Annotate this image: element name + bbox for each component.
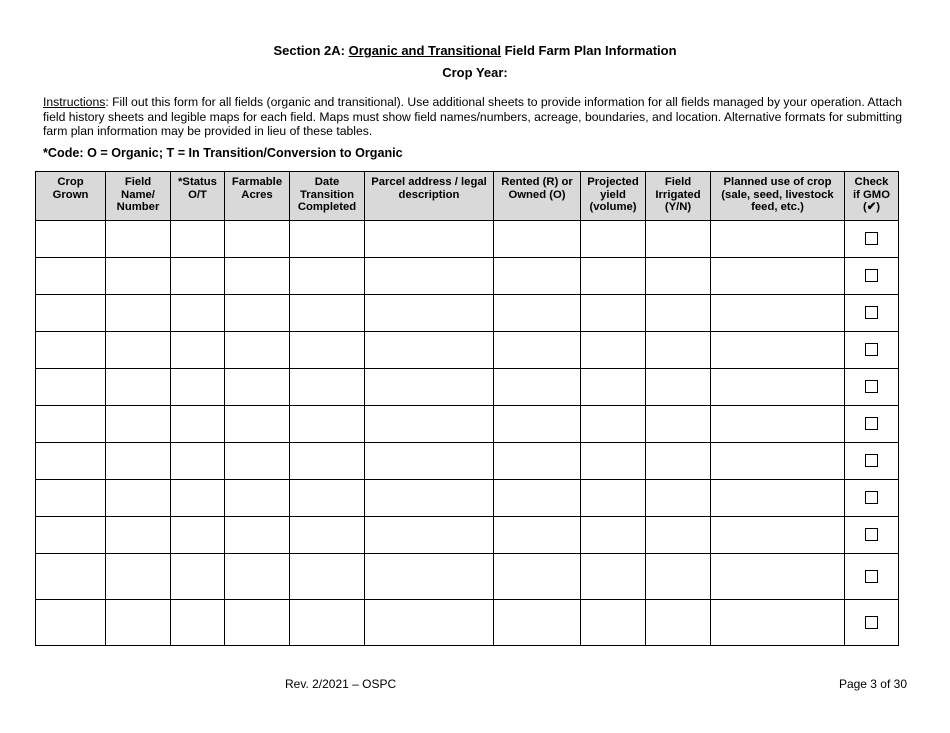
- table-row: [36, 480, 899, 517]
- table-cell-input[interactable]: [106, 443, 171, 480]
- table-cell-input[interactable]: [581, 600, 646, 646]
- table-cell-input[interactable]: [646, 406, 711, 443]
- table-cell-input[interactable]: [36, 406, 106, 443]
- table-cell-input[interactable]: [171, 295, 225, 332]
- table-cell-input[interactable]: [581, 517, 646, 554]
- column-header-line: Check: [854, 176, 889, 188]
- table-cell-input[interactable]: [365, 554, 494, 600]
- table-cell-input[interactable]: [225, 554, 290, 600]
- table-cell-input[interactable]: [106, 369, 171, 406]
- column-header-line: Number: [116, 201, 160, 213]
- gmo-check-cell: [845, 406, 899, 443]
- table-cell-input[interactable]: [365, 369, 494, 406]
- table-cell-input[interactable]: [290, 600, 365, 646]
- table-cell-input[interactable]: [290, 332, 365, 369]
- table-row: [36, 369, 899, 406]
- table-cell-input[interactable]: [225, 443, 290, 480]
- table-cell-input[interactable]: [225, 406, 290, 443]
- column-header-line: Farmable: [231, 176, 283, 188]
- gmo-checkbox[interactable]: [865, 491, 878, 504]
- table-cell-input[interactable]: [494, 295, 581, 332]
- column-header-line: Projected: [587, 176, 639, 188]
- table-cell-input[interactable]: [581, 258, 646, 295]
- table-cell-input[interactable]: [171, 258, 225, 295]
- table-cell-input[interactable]: [711, 258, 845, 295]
- gmo-checkbox[interactable]: [865, 570, 878, 583]
- table-row: [36, 517, 899, 554]
- table-cell-input[interactable]: [711, 221, 845, 258]
- gmo-checkbox[interactable]: [865, 380, 878, 393]
- table-cell-input[interactable]: [106, 295, 171, 332]
- column-header-line: yield: [600, 188, 626, 201]
- table-cell-input[interactable]: [711, 295, 845, 332]
- table-cell-input[interactable]: [711, 480, 845, 517]
- table-cell-input[interactable]: [106, 480, 171, 517]
- table-row: [36, 332, 899, 369]
- table-cell-input[interactable]: [581, 406, 646, 443]
- footer-revision: Rev. 2/2021 – OSPC: [285, 677, 397, 691]
- status-code-legend: *Code: O = Organic; T = In Transition/Conversion to Organic: [43, 146, 403, 160]
- column-header: [225, 172, 290, 221]
- table-cell-input[interactable]: [365, 480, 494, 517]
- table-cell-input[interactable]: [36, 369, 106, 406]
- table-cell-input[interactable]: [290, 480, 365, 517]
- table-cell-input[interactable]: [646, 258, 711, 295]
- table-cell-input[interactable]: [365, 600, 494, 646]
- table-cell-input[interactable]: [494, 258, 581, 295]
- table-cell-input[interactable]: [711, 332, 845, 369]
- table-cell-input[interactable]: [365, 295, 494, 332]
- table-cell-input[interactable]: [646, 295, 711, 332]
- gmo-check-cell: [845, 369, 899, 406]
- table-cell-input[interactable]: [225, 295, 290, 332]
- gmo-check-cell: [845, 258, 899, 295]
- section-title-underlined: Organic and Transitional: [348, 43, 501, 58]
- table-row: [36, 554, 899, 600]
- table-cell-input[interactable]: [646, 554, 711, 600]
- gmo-check-cell: [845, 517, 899, 554]
- table-cell-input[interactable]: [36, 332, 106, 369]
- column-header: [646, 172, 711, 221]
- table-cell-input[interactable]: [494, 221, 581, 258]
- table-cell-input[interactable]: [365, 406, 494, 443]
- table-cell-input[interactable]: [365, 517, 494, 554]
- table-cell-input[interactable]: [36, 517, 106, 554]
- table-cell-input[interactable]: [290, 443, 365, 480]
- table-cell-input[interactable]: [646, 369, 711, 406]
- column-header-line: O/T: [188, 188, 207, 201]
- table-cell-input[interactable]: [365, 221, 494, 258]
- table-cell-input[interactable]: [290, 406, 365, 443]
- table-cell-input[interactable]: [581, 332, 646, 369]
- table-cell-input[interactable]: [581, 295, 646, 332]
- column-header-line: if GMO: [852, 188, 891, 201]
- gmo-check-cell: [845, 554, 899, 600]
- column-header: [365, 172, 494, 221]
- table-cell-input[interactable]: [494, 406, 581, 443]
- column-header-line: Irrigated: [655, 188, 701, 201]
- column-header-line: Field: [664, 176, 692, 188]
- table-cell-input[interactable]: [581, 554, 646, 600]
- table-cell-input[interactable]: [711, 600, 845, 646]
- column-header-line: Grown: [52, 188, 89, 201]
- crop-year-label: Crop Year:: [442, 65, 508, 80]
- instructions-text: : Fill out this form for all fields (organic and transitional). Use additional sheets to provide information for all fields managed by your operation. Attach field history sheets and legible maps for each field. Maps must show field names/numbers, acreage, boundaries, and location. Alternative formats for submitting farm plan information may be provided in lieu of these tables.: [43, 95, 902, 138]
- table-cell-input[interactable]: [36, 554, 106, 600]
- table-cell-input[interactable]: [290, 295, 365, 332]
- gmo-check-cell: [845, 443, 899, 480]
- table-row: [36, 295, 899, 332]
- gmo-checkbox[interactable]: [865, 528, 878, 541]
- column-header: [711, 172, 845, 221]
- column-header-line: Crop: [57, 176, 84, 188]
- column-header-line: Owned (O): [508, 188, 566, 201]
- table-cell-input[interactable]: [171, 517, 225, 554]
- table-cell-input[interactable]: [106, 554, 171, 600]
- farm-plan-table: [35, 171, 899, 646]
- gmo-check-cell: [845, 295, 899, 332]
- table-cell-input[interactable]: [36, 480, 106, 517]
- table-cell-input[interactable]: [494, 480, 581, 517]
- table-cell-input[interactable]: [646, 517, 711, 554]
- table-cell-input[interactable]: [581, 221, 646, 258]
- column-header-line: (Y/N): [664, 201, 692, 213]
- table-row: [36, 221, 899, 258]
- table-cell-input[interactable]: [171, 406, 225, 443]
- gmo-checkbox[interactable]: [865, 343, 878, 356]
- table-cell-input[interactable]: [711, 554, 845, 600]
- gmo-checkbox[interactable]: [865, 306, 878, 319]
- table-cell-input[interactable]: [646, 600, 711, 646]
- column-header-line: Date: [314, 176, 340, 188]
- table-cell-input[interactable]: [171, 554, 225, 600]
- column-header: [171, 172, 225, 221]
- table-cell-input[interactable]: [711, 406, 845, 443]
- table-cell-input[interactable]: [106, 221, 171, 258]
- instructions-label: Instructions: [43, 95, 106, 109]
- table-row: [36, 443, 899, 480]
- gmo-check-cell: [845, 480, 899, 517]
- table-cell-input[interactable]: [225, 258, 290, 295]
- table-cell-input[interactable]: [106, 600, 171, 646]
- table-cell-input[interactable]: [36, 443, 106, 480]
- gmo-checkbox[interactable]: [865, 616, 878, 629]
- table-cell-input[interactable]: [171, 480, 225, 517]
- table-cell-input[interactable]: [290, 221, 365, 258]
- column-header-line: Rented (R) or: [501, 176, 573, 188]
- column-header-line: *Status: [178, 176, 217, 188]
- instructions-paragraph: [43, 95, 909, 139]
- table-cell-input[interactable]: [106, 517, 171, 554]
- table-cell-input[interactable]: [36, 600, 106, 646]
- table-cell-input[interactable]: [36, 221, 106, 258]
- column-header-line: description: [398, 188, 460, 201]
- table-cell-input[interactable]: [225, 221, 290, 258]
- table-cell-input[interactable]: [581, 369, 646, 406]
- table-cell-input[interactable]: [290, 258, 365, 295]
- table-cell-input[interactable]: [106, 258, 171, 295]
- gmo-check-cell: [845, 600, 899, 646]
- table-cell-input[interactable]: [225, 480, 290, 517]
- gmo-checkbox[interactable]: [865, 454, 878, 467]
- column-header-line: Field: [124, 176, 152, 188]
- table-cell-input[interactable]: [494, 517, 581, 554]
- table-cell-input[interactable]: [365, 258, 494, 295]
- table-cell-input[interactable]: [225, 332, 290, 369]
- column-header: [36, 172, 106, 221]
- table-cell-input[interactable]: [290, 517, 365, 554]
- table-cell-input[interactable]: [711, 369, 845, 406]
- section-title: [0, 43, 950, 58]
- table-cell-input[interactable]: [225, 600, 290, 646]
- gmo-checkbox[interactable]: [865, 269, 878, 282]
- column-header-line: Transition: [300, 188, 354, 201]
- table-cell-input[interactable]: [106, 332, 171, 369]
- column-header-line: feed, etc.): [751, 201, 804, 213]
- table-cell-input[interactable]: [225, 517, 290, 554]
- table-cell-input[interactable]: [494, 369, 581, 406]
- column-header: [106, 172, 171, 221]
- table-cell-input[interactable]: [494, 332, 581, 369]
- table-cell-input[interactable]: [290, 369, 365, 406]
- column-header-line: Planned use of crop: [723, 176, 832, 188]
- gmo-checkbox[interactable]: [865, 232, 878, 245]
- gmo-check-cell: [845, 221, 899, 258]
- column-header: [845, 172, 899, 221]
- table-cell-input[interactable]: [494, 600, 581, 646]
- table-cell-input[interactable]: [171, 600, 225, 646]
- table-cell-input[interactable]: [171, 369, 225, 406]
- table-cell-input[interactable]: [494, 443, 581, 480]
- table-cell-input[interactable]: [646, 332, 711, 369]
- table-cell-input[interactable]: [365, 443, 494, 480]
- table-row: [36, 406, 899, 443]
- column-header-line: Acres: [241, 188, 273, 201]
- column-header-line: Completed: [297, 201, 357, 213]
- table-row: [36, 600, 899, 646]
- gmo-checkbox[interactable]: [865, 417, 878, 430]
- table-header-row: [36, 172, 899, 221]
- gmo-check-cell: [845, 332, 899, 369]
- table-row: [36, 258, 899, 295]
- table-cell-input[interactable]: [646, 480, 711, 517]
- column-header: [290, 172, 365, 221]
- column-header: [581, 172, 646, 221]
- table-cell-input[interactable]: [711, 443, 845, 480]
- table-cell-input[interactable]: [36, 295, 106, 332]
- column-header-line: Name/: [121, 188, 155, 201]
- table-cell-input[interactable]: [581, 443, 646, 480]
- table-cell-input[interactable]: [646, 221, 711, 258]
- column-header-line: (✔): [863, 201, 880, 213]
- footer-page-number: Page 3 of 30: [838, 677, 907, 691]
- table-cell-input[interactable]: [106, 406, 171, 443]
- column-header: [494, 172, 581, 221]
- table-cell-input[interactable]: [171, 221, 225, 258]
- column-header-line: (volume): [589, 201, 637, 213]
- table-cell-input[interactable]: [36, 258, 106, 295]
- table-cell-input[interactable]: [646, 443, 711, 480]
- table-cell-input[interactable]: [581, 480, 646, 517]
- column-header-line: (sale, seed, livestock: [721, 188, 834, 201]
- table-cell-input[interactable]: [365, 332, 494, 369]
- table-cell-input[interactable]: [171, 443, 225, 480]
- table-cell-input[interactable]: [494, 554, 581, 600]
- column-header-line: Parcel address / legal: [371, 176, 487, 188]
- section-title-prefix: Section 2A:: [273, 43, 349, 58]
- table-cell-input[interactable]: [711, 517, 845, 554]
- table-cell-input[interactable]: [225, 369, 290, 406]
- section-title-suffix: Field Farm Plan Information: [501, 43, 677, 58]
- table-cell-input[interactable]: [171, 332, 225, 369]
- table-cell-input[interactable]: [290, 554, 365, 600]
